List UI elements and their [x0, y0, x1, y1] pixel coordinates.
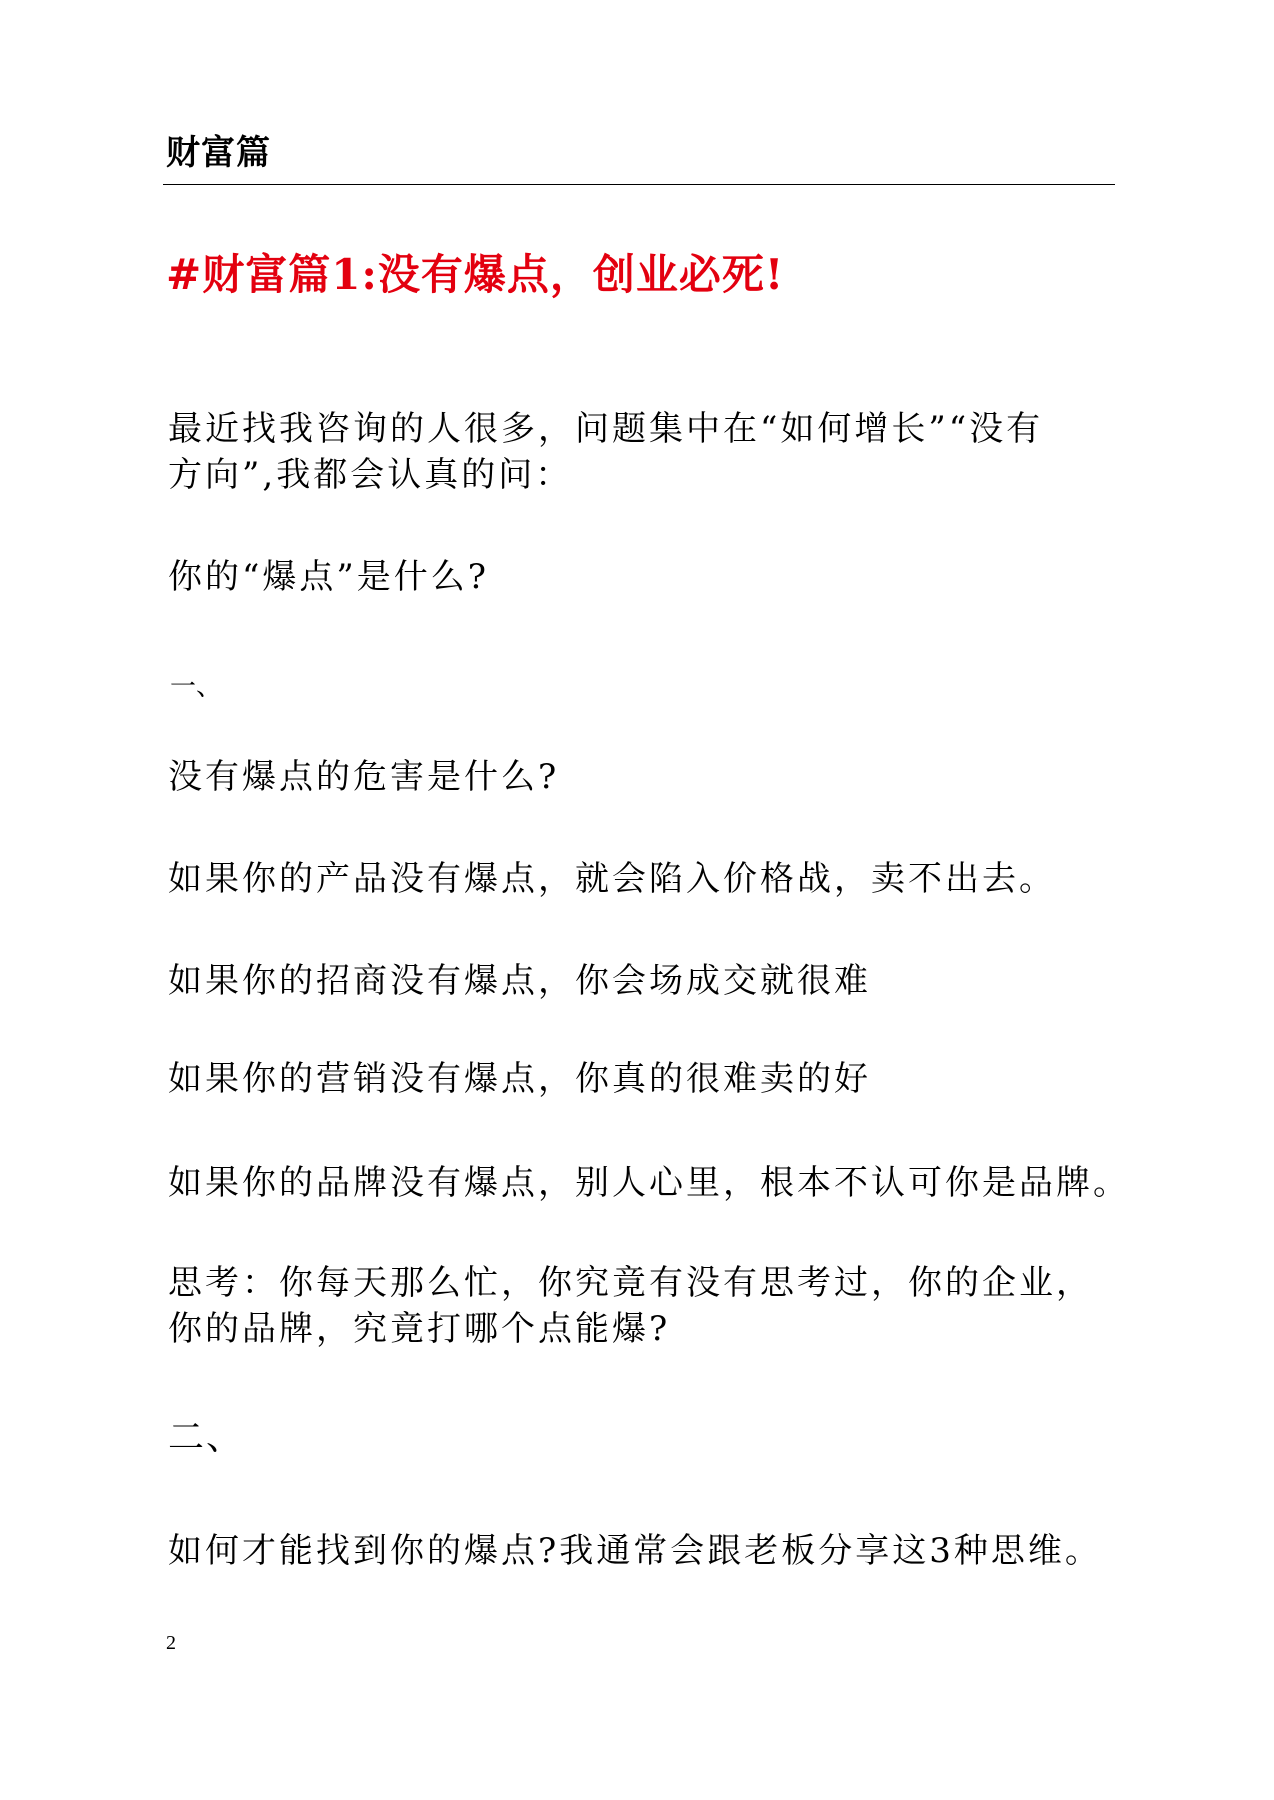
point-brand: 如果你的品牌没有爆点，别人心里，根本不认可你是品牌。	[168, 1163, 1130, 1203]
think-line-1: 思考：你每天那么忙，你究竟有没有思考过，你的企业，	[168, 1263, 1093, 1303]
point-product: 如果你的产品没有爆点，就会陷入价格战，卖不出去。	[168, 859, 1056, 899]
section-2-text: 如何才能找到你的爆点?我通常会跟老板分享这3种思维。	[168, 1531, 1102, 1571]
point-marketing: 如果你的营销没有爆点，你真的很难卖的好	[168, 1059, 871, 1099]
intro-line-1: 最近找我咨询的人很多，问题集中在“如何增长”“没有	[168, 409, 1044, 449]
think-paragraph	[168, 1260, 1128, 1352]
intro-line-2: 方向”,我都会认真的问：	[168, 455, 573, 495]
running-header-title: 财富篇	[166, 133, 271, 173]
header-divider	[163, 184, 1115, 185]
think-line-2: 你的品牌，究竟打哪个点能爆?	[168, 1309, 671, 1349]
section-2-marker: 二、	[168, 1417, 245, 1458]
section-1-marker: 一、	[170, 672, 223, 702]
question-paragraph: 你的“爆点”是什么?	[168, 557, 489, 597]
section-1-heading: 没有爆点的危害是什么?	[168, 757, 560, 797]
point-investment: 如果你的招商没有爆点，你会场成交就很难	[168, 961, 871, 1001]
intro-paragraph	[168, 406, 1128, 498]
page-number: 2	[166, 1632, 176, 1654]
article-title: #财富篇1:没有爆点，创业必死!	[166, 250, 785, 299]
